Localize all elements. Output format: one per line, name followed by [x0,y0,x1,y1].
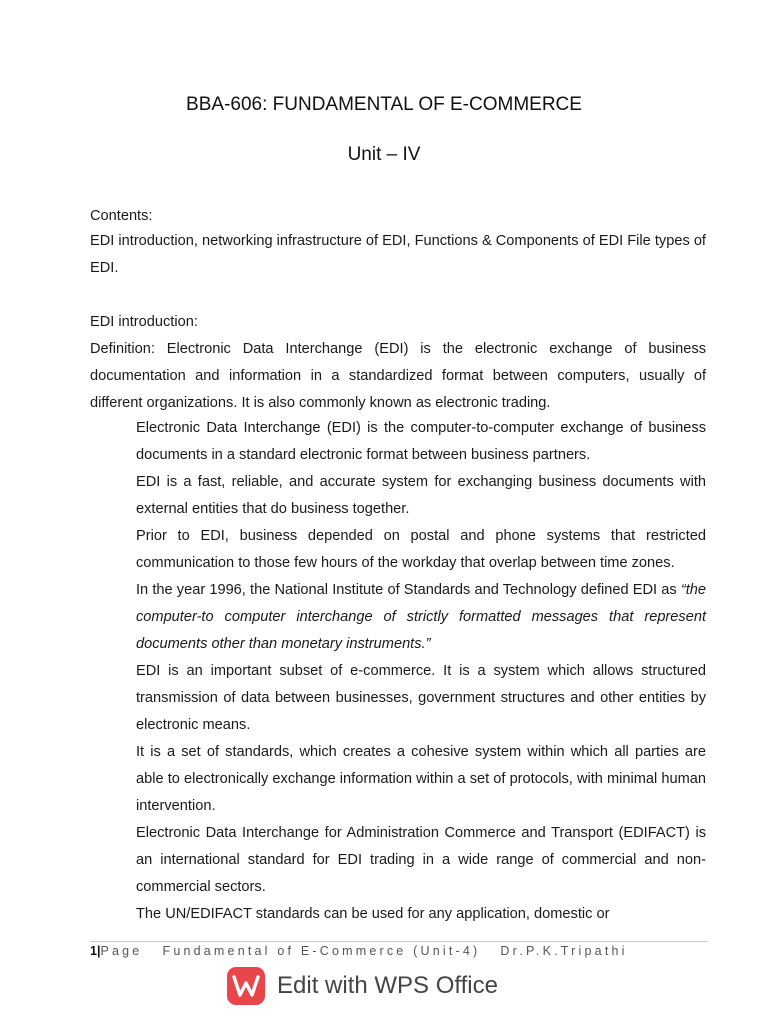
definition-paragraph [90,336,706,416]
paragraph-1: Electronic Data Interchange (EDI) is the computer-to-computer exchange of business documents in a standard electronic format between business partners. [136,420,706,463]
document-title: BBA-606: FUNDAMENTAL OF E-COMMERCE [186,94,582,115]
edi-introduction-heading: EDI introduction: [90,314,198,330]
wps-logo-icon [227,967,265,1005]
footer-divider [90,941,708,942]
footer-course: Fundamental of E-Commerce (Unit-4) [162,944,481,958]
wps-edit-text[interactable]: Edit with WPS Office [277,972,498,999]
paragraph-8: The UN/EDIFACT standards can be used for any application, domestic or [136,906,610,922]
contents-text: EDI introduction, networking infrastructure of EDI, Functions & Components of EDI File types of EDI. [90,233,706,276]
page-label: Page [100,944,143,958]
paragraph-7-text: is an international standard for EDI trading in a wide range of commercial and non-commercial sectors. [136,825,706,895]
unit-title: Unit – IV [347,144,421,165]
paragraph-5: EDI is an important subset of e-commerce. It is a system which allows structured transmission of data between businesses, government structures and other entities by electronic means. [136,663,706,733]
footer-author: Dr.P.K.Tripathi [500,944,628,958]
nist-name: National Institute of Standards and Technology [274,582,577,598]
paragraph-3: Prior to EDI, business depended on postal and phone systems that restricted communication to those few hours of the workday that overlap between time zones. [136,528,706,571]
paragraph-4-prefix: In the year 1996, the [136,582,275,598]
definition-label: Definition: [90,341,155,357]
edi-definition-quote: “the computer-to computer interchange of strictly formatted messages that represent documents other than monetary instruments.” [136,582,706,652]
page-number: 1 [90,944,97,958]
page-footer [90,944,710,958]
body-paragraphs [136,415,706,928]
paragraph-4-suffix: defined EDI as [576,582,681,598]
paragraph-7 [136,820,706,901]
contents-heading: Contents: [90,208,153,224]
footer-separator: | [96,944,101,958]
paragraph-2: EDI is a fast, reliable, and accurate system for exchanging business documents with external entities that do business together. [136,474,706,517]
paragraph-6: It is a set of standards, which creates a cohesive system within which all parties are able to electronically exchange information within a set of protocols, with minimal human intervention. [136,744,706,814]
definition-text: Electronic Data Interchange (EDI) is the electronic exchange of business documentation and information in a standardized format between computers, usually of different organizations. It is also commonly known as electronic trading. [90,341,706,411]
edifact-name: Electronic Data Interchange for Administration Commerce and Transport (EDIFACT) [136,825,690,841]
wps-edit-banner[interactable] [227,964,498,1008]
paragraph-4 [136,577,706,658]
